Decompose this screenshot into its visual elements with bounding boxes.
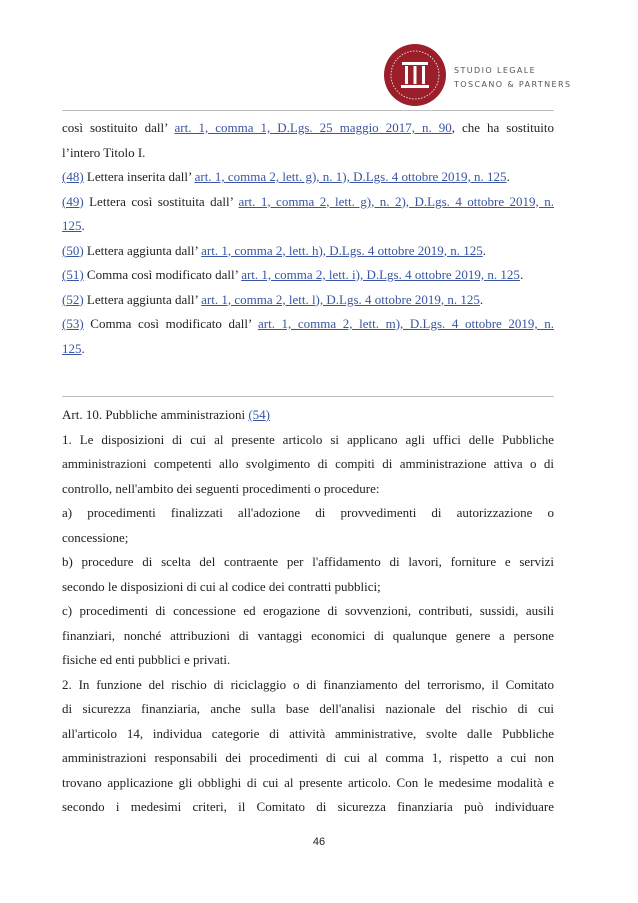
note-text: così sostituito dall’ <box>62 120 175 135</box>
note-text: Lettera così sostituita dall’ <box>83 193 239 209</box>
article-line: amministrazioni competenti allo svolgimento di compiti di amministrazione attiva o di <box>62 456 554 471</box>
note-text: Lettera aggiunta dall’ <box>83 242 202 258</box>
logo-line-1: STUDIO LEGALE <box>454 66 537 75</box>
note-text: Lettera inserita dall’ <box>83 169 195 184</box>
note-48-link[interactable]: art. 1, comma 2, lett. g), n. 1), D.Lgs. 4 ottobre 2019, n. 125 <box>194 169 507 184</box>
article-line: 2. In funzione del rischio di riciclaggio o di finanziamento del terrorismo, il Comitato <box>62 676 554 692</box>
note-text: . <box>81 340 85 356</box>
note-53-link-cont[interactable]: 125 <box>62 340 82 356</box>
note-53-ref[interactable]: (53) <box>62 316 84 331</box>
note-50-link[interactable]: art. 1, comma 2, lett. h), D.Lgs. 4 ottobre 2019, n. 125 <box>201 242 483 258</box>
note-text: . <box>519 267 524 282</box>
note-51 <box>62 263 554 288</box>
note-53-cont <box>62 337 554 362</box>
article-line: fisiche ed enti pubblici e privati. <box>62 652 231 667</box>
article-line: secondo le disposizioni di cui al codice dei contratti pubblici; <box>62 578 381 594</box>
article-line: 1. Le disposizioni di cui al presente articolo si applicano agli uffici delle Pubbliche <box>62 431 554 447</box>
note-text: Comma così modificato dall’ <box>83 316 258 331</box>
article-title-text: Art. 10. Pubbliche amministrazioni <box>62 407 249 422</box>
logo-line-2: TOSCANO & PARTNERS <box>454 80 572 89</box>
note-48-ref[interactable]: (48) <box>62 169 84 184</box>
article-title <box>62 403 554 428</box>
note-49-link[interactable]: art. 1, comma 2, lett. g), n. 2), D.Lgs. 4 ottobre 2019, n. <box>238 193 554 209</box>
note-text: Comma così modificato dall’ <box>83 267 242 282</box>
note-51-link[interactable]: art. 1, comma 2, lett. i), D.Lgs. 4 ottobre 2019, n. 125 <box>241 267 520 282</box>
section-divider <box>62 396 554 397</box>
article-line: all'articolo 14, individua categorie di attività amministrative, svolte dalle Pubbliche <box>62 725 554 741</box>
note-50-ref[interactable]: (50) <box>62 242 84 258</box>
note-text: . <box>482 242 486 258</box>
note-line <box>62 116 554 141</box>
page-number: 46 <box>312 836 326 848</box>
article-line: a) procedimenti finalizzati all'adozione di provvedimenti di autorizzazione o <box>62 505 554 520</box>
article-line: finanziari, nonché attribuzioni di vantaggi economici di qualunque genere a persone <box>62 627 554 643</box>
note-51-ref[interactable]: (51) <box>62 267 84 282</box>
note-52-ref[interactable]: (52) <box>62 291 84 307</box>
article-line: concessione; <box>62 529 129 545</box>
note-53 <box>62 312 554 337</box>
article-title-ref[interactable]: (54) <box>248 407 270 422</box>
article-line: c) procedimenti di concessione ed erogazione di sovvenzioni, contributi, sussidi, ausili <box>62 603 554 618</box>
note-text: . <box>81 218 85 233</box>
article-line: b) procedure di scelta del contraente per l'affidamento di lavori, forniture e servizi <box>62 554 554 569</box>
note-text: , che ha sostituito <box>451 120 554 135</box>
note-49 <box>62 190 554 215</box>
note-48 <box>62 165 554 190</box>
article-line: trovano applicazione gli obblighi di cui al presente articolo. Con le medesime modalità e <box>62 774 554 790</box>
note-text: . <box>506 169 510 184</box>
article-line: di sicurezza finanziaria, anche sulla base dell'analisi nazionale del rischio di cui <box>62 701 554 716</box>
firm-logo <box>382 42 572 108</box>
note-link[interactable]: art. 1, comma 1, D.Lgs. 25 maggio 2017, n. 90 <box>174 120 452 135</box>
note-text: Lettera aggiunta dall’ <box>83 291 202 307</box>
article-line: secondo i medesimi criteri, il Comitato di sicurezza finanziaria può individuare <box>62 799 554 814</box>
article-line: amministrazioni responsabili dei procedimenti di cui al comma 1, rispetto a cui non <box>62 750 554 765</box>
note-text: . <box>479 291 484 307</box>
header-divider <box>62 110 554 111</box>
article-section <box>62 403 554 820</box>
article-line: controllo, nell'ambito dei seguenti procedimenti o procedure: <box>62 480 380 496</box>
note-53-link[interactable]: art. 1, comma 2, lett. m), D.Lgs. 4 ottobre 2019, n. <box>257 316 554 331</box>
note-49-ref[interactable]: (49) <box>62 193 84 209</box>
logo-wordmark <box>454 64 572 92</box>
footnotes-section <box>62 116 554 361</box>
note-text: l’intero Titolo I. <box>62 144 146 160</box>
note-49-cont <box>62 214 554 239</box>
note-50 <box>62 239 554 264</box>
note-line <box>62 141 554 166</box>
note-52 <box>62 288 554 313</box>
note-52-link[interactable]: art. 1, comma 2, lett. l), D.Lgs. 4 ottobre 2019, n. 125 <box>201 291 480 307</box>
columns-seal-icon <box>382 42 448 108</box>
note-49-link-cont[interactable]: 125 <box>62 218 82 233</box>
